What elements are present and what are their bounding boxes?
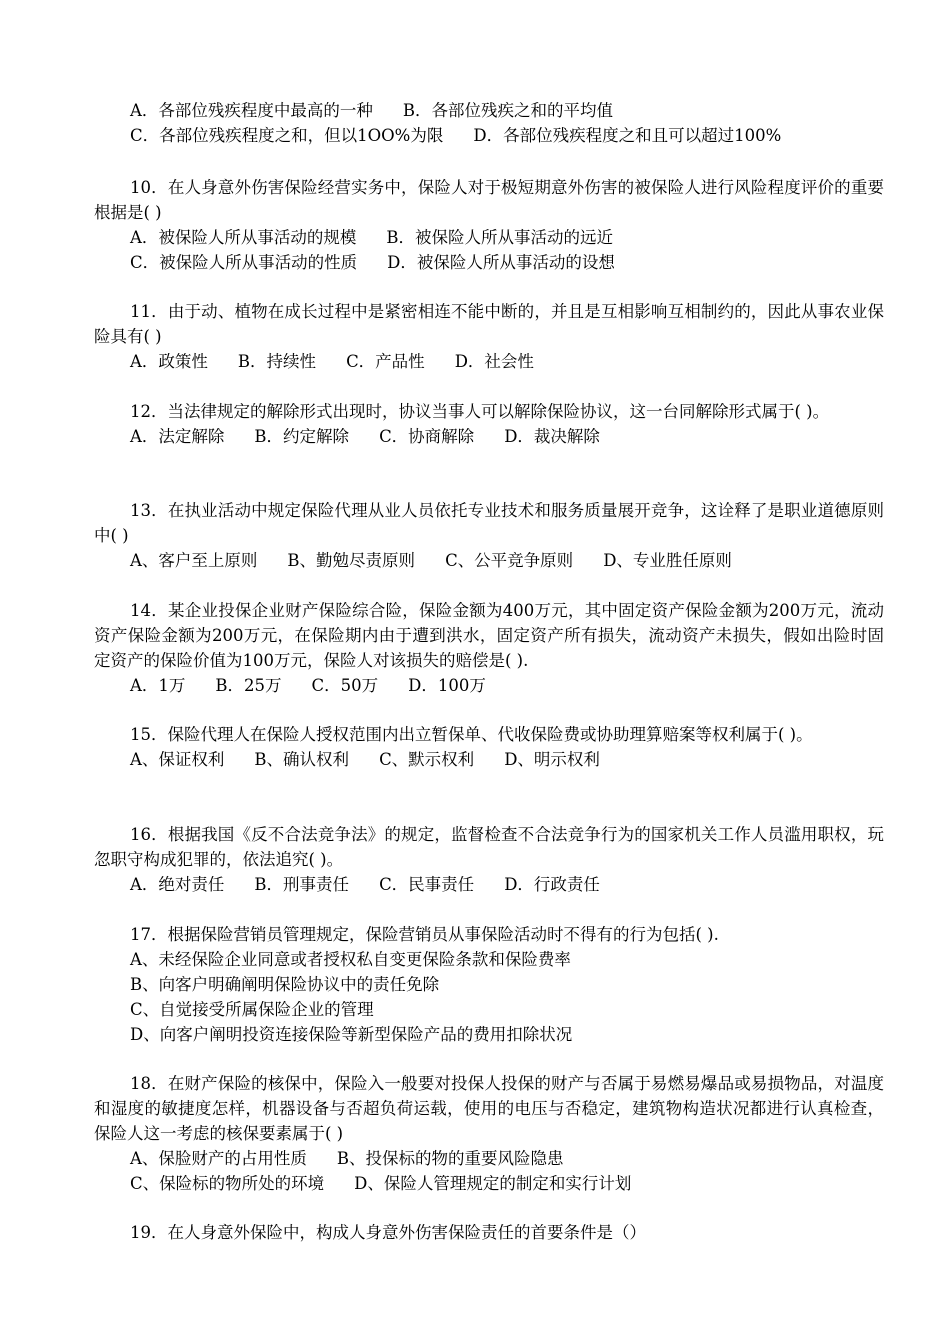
- option-c: C．50万: [311, 676, 379, 695]
- option-d: D．被保险人所从事活动的设想: [387, 253, 615, 272]
- option-c: C、自觉接受所属保险企业的管理: [130, 1000, 374, 1019]
- question-19: [94, 1220, 884, 1245]
- option-line: [94, 872, 884, 897]
- question-18: [94, 1071, 884, 1196]
- option-a: A、保证权利: [130, 750, 225, 769]
- question-stem: 13．在执业活动中规定保险代理从业人员依托专业技术和服务质量展开竞争，这诠释了是职业道德原则中( ): [94, 501, 884, 545]
- option-a: A、保脸财产的占用性质: [130, 1149, 307, 1168]
- option-b: B、确认权利: [254, 750, 350, 769]
- question-stem: 17．根据保险营销员管理规定，保险营销员从事保险活动时不得有的行为包括( ).: [130, 925, 719, 944]
- question-stem: 19．在人身意外保险中，构成人身意外伤害保险责任的首要条件是（）: [130, 1223, 646, 1242]
- option-a: A．被保险人所从事活动的规模: [130, 228, 357, 247]
- option-b: B．刑事责任: [254, 875, 350, 894]
- option-line: [94, 250, 884, 275]
- question-12: [94, 399, 884, 449]
- question-stem: 10．在人身意外伤害保险经营实务中，保险人对于极短期意外伤害的被保险人进行风险程度评价的重要根据是( ): [94, 178, 884, 222]
- option-a: A、客户至上原则: [130, 551, 258, 570]
- q9-option-a: A．各部位残疾程度中最高的一种: [130, 101, 373, 120]
- option-a: A．绝对责任: [130, 875, 225, 894]
- option-line: [94, 972, 884, 997]
- option-d: D、向客户阐明投资连接保险等新型保险产品的费用扣除状况: [130, 1025, 573, 1044]
- option-line: [94, 225, 884, 250]
- option-line: [94, 1146, 884, 1171]
- question-10: [94, 175, 884, 275]
- option-b: B、勤勉尽责原则: [287, 551, 416, 570]
- option-c: C．协商解除: [379, 427, 475, 446]
- option-d: D、专业胜任原则: [603, 551, 732, 570]
- option-d: D．100万: [408, 676, 486, 695]
- q9-option-d: D．各部位残疾程度之和且可以超过100%: [473, 126, 782, 145]
- option-c: C．民事责任: [379, 875, 475, 894]
- option-a: A．政策性: [130, 352, 208, 371]
- question-stem: 12．当法律规定的解除形式出现时，协议当事人可以解除保险协议，这一台同解除形式属于( )。: [130, 402, 830, 421]
- option-c: C、保险标的物所处的环境: [130, 1174, 325, 1193]
- option-d: D．行政责任: [504, 875, 600, 894]
- option-d: D、明示权利: [504, 750, 600, 769]
- q9-option-b: B．各部位残疾之和的平均值: [402, 101, 614, 120]
- option-d: D、保险人管理规定的制定和实行计划: [354, 1174, 632, 1193]
- option-a: A．法定解除: [130, 427, 225, 446]
- question-16: [94, 822, 884, 897]
- option-line: [94, 997, 884, 1022]
- q9-options: [94, 98, 884, 148]
- question-17: [94, 922, 884, 1047]
- option-line: [94, 673, 884, 698]
- option-b: B．持续性: [237, 352, 317, 371]
- option-line: [94, 747, 884, 772]
- option-line: [94, 1022, 884, 1047]
- option-line: [94, 424, 884, 449]
- question-stem: 11．由于动、植物在成长过程中是紧密相连不能中断的，并且是互相影响互相制约的，因此从事农业保险具有( ): [94, 302, 884, 346]
- option-line: [94, 548, 884, 573]
- option-b: B．25万: [215, 676, 282, 695]
- q9-options-line-1: [94, 98, 884, 123]
- option-d: D．社会性: [454, 352, 534, 371]
- option-b: B．约定解除: [254, 427, 350, 446]
- question-13: [94, 498, 884, 573]
- question-stem: 18．在财产保险的核保中，保险入一般要对投保人投保的财产与否属于易燃易爆品或易损物品，对温度和湿度的敏捷度怎样，机器设备与否超负荷运载，使用的电压与否稳定，建筑物构造状况都进行认真检查，保险人这一考虑的核保要素属于( ): [94, 1074, 884, 1143]
- question-14: [94, 598, 884, 698]
- option-c: C．产品性: [346, 352, 425, 371]
- option-a: A、未经保险企业同意或者授权私自变更保险条款和保险费率: [130, 950, 571, 969]
- option-line: [94, 1171, 884, 1196]
- option-c: C、公平竞争原则: [445, 551, 574, 570]
- question-stem: 16．根据我国《反不合法竞争法》的规定，监督检查不合法竞争行为的国家机关工作人员滥用职权，玩忽职守构成犯罪的，依法追究( )。: [94, 825, 884, 869]
- option-a: A．1万: [130, 676, 186, 695]
- option-c: C．被保险人所从事活动的性质: [130, 253, 358, 272]
- option-b: B、投保标的物的重要风险隐患: [336, 1149, 564, 1168]
- option-d: D．裁决解除: [504, 427, 600, 446]
- option-b: B、向客户明确阐明保险协议中的责任免除: [130, 975, 440, 994]
- question-stem: 15．保险代理人在保险人授权范围内出立暂保单、代收保险费或协助理算赔案等权利属于( )。: [130, 725, 813, 744]
- option-line: [94, 947, 884, 972]
- question-15: [94, 722, 884, 772]
- question-stem: 14．某企业投保企业财产保险综合险，保险金额为400万元，其中固定资产保险金额为200万元，流动资产保险金额为200万元，在保险期内由于遭到洪水，固定资产所有损失，流动资产未损失，假如出险时固定资产的保险价值为100万元，保险人对该损失的赔偿是( ).: [94, 601, 884, 670]
- option-line: [94, 349, 884, 374]
- q9-option-c: C．各部位残疾程度之和，但以1OO%为限: [130, 126, 444, 145]
- option-c: C、默示权利: [379, 750, 475, 769]
- q9-options-line-2: [94, 123, 884, 148]
- question-11: [94, 299, 884, 374]
- option-b: B．被保险人所从事活动的远近: [386, 228, 614, 247]
